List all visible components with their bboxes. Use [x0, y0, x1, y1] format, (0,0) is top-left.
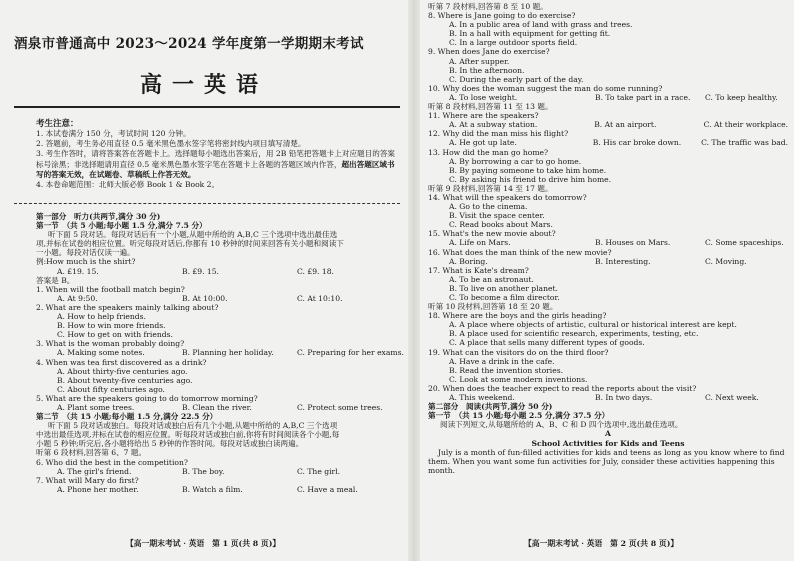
option-a: A. He got up late.	[449, 138, 517, 148]
page-gutter	[408, 0, 420, 561]
text-line: 小题 5 秒钟;听完后,各小题将给出 5 秒钟的作答时间。每段对话或独白读两遍。	[36, 439, 304, 449]
option-c: C. At 10:10.	[297, 293, 343, 303]
answer-options	[36, 403, 404, 412]
notes-title: 考生注意：	[36, 119, 79, 129]
section-heading: 第二部分 阅读(共两节,满分 50 分)	[428, 402, 553, 412]
answer-option: B. By paying someone to take him home.	[449, 165, 607, 175]
subject-title: 高一英语	[139, 72, 268, 98]
note-item	[36, 149, 401, 180]
text-line: 5. What are the speakers going to do tomorrow morning?	[36, 393, 258, 403]
text-line: 一小题。每段对话仅读一遍。	[36, 248, 135, 258]
note-emphasis: 超出答题区域书写的答案无效，在试题卷、草稿纸上作答无效。	[36, 159, 395, 179]
answer-options	[428, 393, 788, 402]
option-b: B. To take part in a race.	[595, 92, 691, 102]
text-line: A	[605, 429, 611, 439]
answer-options	[428, 238, 788, 247]
answer-option: B. In a hall with equipment for getting fit.	[449, 29, 611, 39]
text-line: 16. What does the man think of the new movie?	[428, 247, 612, 257]
option-c: C. Some spaceships.	[705, 238, 784, 248]
text-line: 3. What is the woman probably doing?	[36, 339, 185, 349]
text-line: 听第 9 段材料,回答第 14 至 17 题。	[428, 183, 553, 193]
text-line: 阅读下列短文,从每题所给的 A、B、C 和 D 四个选项中,选出最佳选项。	[440, 420, 683, 430]
text-line: 15. What's the new movie about?	[428, 229, 556, 239]
option-c: C. £9. 18.	[297, 266, 334, 276]
note-item: 1. 本试卷满分 150 分，考试时间 120 分钟。	[36, 129, 191, 138]
section-heading: 第一部分 听力(共两节,满分 30 分)	[36, 212, 161, 221]
page-footer-right: 【高一期末考试 · 英语 第 2 页(共 8 页)】	[524, 539, 679, 548]
text-line: 4. When was tea first discovered as a drink?	[36, 357, 207, 367]
answer-option: A. Have a drink in the cafe.	[449, 356, 555, 366]
answer-option: B. Read the invention stories.	[449, 365, 564, 375]
answer-option: C. In a large outdoor sports field.	[449, 38, 578, 48]
text-line: 7. What will Mary do first?	[36, 475, 139, 485]
text-line: July is a month of fun-filled activities for kids and teens as long as you know where to find them. When you want some fun activities for July, consider these activities happening this month.	[428, 447, 785, 476]
option-a: A. This weekend.	[449, 393, 515, 403]
answer-option: C. To become a film director.	[449, 293, 560, 302]
text-line: School Activities for Kids and Teens	[531, 438, 685, 448]
answer-option: A. After supper.	[449, 56, 510, 66]
option-c: C. Protect some trees.	[297, 402, 383, 412]
text-line: 听下面 5 段对话或独白。每段对话或独白后有几个小题,从题中所给的 A,B,C 三个选项	[48, 421, 338, 431]
answer-option: B. About twenty-five centuries ago.	[57, 375, 193, 385]
option-a: A. To lose weight.	[449, 92, 518, 102]
option-a: A. At 9:50.	[57, 293, 98, 303]
option-b: B. Planning her holiday.	[182, 348, 274, 358]
option-b: B. The boy.	[182, 466, 225, 476]
listening-section	[36, 212, 404, 494]
option-a: A. The girl's friend.	[57, 466, 132, 476]
option-c: C. The traffic was bad.	[701, 138, 788, 148]
text-line: 答案是 B。	[36, 275, 75, 285]
option-b: B. At 10:00.	[182, 293, 228, 303]
text-line: 听下面 5 段对话。每段对话后有一个小题,从题中所给的 A,B,C 三个选项中选出最佳选	[48, 230, 338, 240]
divider-bottom	[14, 203, 400, 204]
answer-options	[428, 93, 788, 102]
note-text: 3. 考生作答时，请将答案答在答题卡上。选择题每小题选出答案后，用 2B 铅笔把答题卡上对应题目的答案标号涂黑；非选择题请用直径 0.5 毫米黑色墨水签字笔在答题卡上各题的答题区域内作答，	[36, 149, 396, 169]
answer-option: A. By borrowing a car to go home.	[449, 156, 582, 166]
text-line: 项,并标在试卷的相应位置。听完每段对话后,你都有 10 秒钟的时间来回答有关小题和阅读下	[36, 239, 344, 249]
option-b: B. Interesting.	[595, 256, 651, 266]
text-line: 14. What will the speakers do tomorrow?	[428, 192, 587, 202]
answer-options	[428, 120, 788, 129]
option-c: C. The girl.	[297, 466, 340, 476]
text-line: 6. Who did the best in the competition?	[36, 457, 188, 467]
page-right	[420, 0, 794, 561]
answer-option: A. To be an astronaut.	[449, 274, 534, 284]
answer-options	[36, 485, 404, 494]
answer-options	[36, 267, 404, 276]
text-line: 18. Where are the boys and the girls heading?	[428, 311, 607, 321]
option-b: B. £9. 15.	[182, 266, 219, 276]
section-heading: 第二节 （共 15 小题;每小题 1.5 分,满分 22.5 分）	[36, 412, 218, 422]
answer-option: A. About thirty-five centuries ago.	[57, 366, 188, 376]
note-item: 2. 答题前，考生务必用直径 0.5 毫米黑色墨水签字笔将密封线内项目填写清楚。	[36, 139, 306, 149]
text-line: 19. What can the visitors do on the third floor?	[428, 347, 609, 357]
option-b: B. Houses on Mars.	[595, 238, 671, 248]
divider-top	[14, 106, 400, 108]
option-a: A. Phone her mother.	[57, 484, 139, 494]
exam-title: 酒泉市普通高中 2023～2024 学年度第一学期期末考试	[14, 36, 364, 52]
option-b: B. At an airport.	[594, 120, 657, 130]
option-c: C. Have a meal.	[297, 484, 358, 494]
option-b: B. His car broke down.	[592, 138, 682, 148]
section-heading: 第一节 （共 15 小题;每小题 2.5 分,满分 37.5 分）	[428, 411, 610, 421]
answer-option: B. A place used for scientific research, experiments, testing, etc.	[449, 329, 699, 339]
text-line: 11. Where are the speakers?	[428, 111, 539, 121]
text-line: 12. Why did the man miss his flight?	[428, 129, 569, 139]
answer-option: A. Go to the cinema.	[449, 202, 528, 212]
text-line: 13. How did the man go home?	[428, 147, 549, 157]
option-c: C. Moving.	[705, 256, 747, 266]
answer-option: A. How to help friends.	[57, 312, 146, 322]
option-a: A. Boring.	[449, 256, 488, 266]
text-line: 听第 8 段材料,回答第 11 至 13 题。	[428, 102, 553, 112]
questions-column	[428, 2, 788, 476]
text-line: 听第 7 段材料,回答第 8 至 10 题。	[428, 2, 548, 11]
option-a: A. £19. 15.	[57, 266, 99, 276]
option-c: C. To keep healthy.	[705, 92, 778, 102]
section-heading: 第一节 （共 5 小题;每小题 1.5 分,满分 7.5 分）	[36, 221, 207, 231]
answer-options	[36, 294, 404, 303]
answer-options	[36, 467, 404, 476]
note-item: 4. 本卷命题范围：北师大版必修 Book 1 & Book 2。	[36, 180, 220, 190]
option-c: C. At their workplace.	[703, 120, 788, 130]
option-b: B. Watch a film.	[182, 484, 243, 494]
text-line: 1. When will the football match begin?	[36, 284, 185, 294]
answer-option: C. By asking his friend to drive him home.	[449, 174, 612, 184]
answer-option: C. During the early part of the day.	[449, 74, 584, 84]
option-b: B. Clean the river.	[182, 402, 252, 412]
answer-option: C. A place that sells many different types of goods.	[449, 338, 645, 348]
option-a: A. At a subway station.	[449, 120, 538, 130]
answer-option: B. In the afternoon.	[449, 65, 525, 75]
option-b: B. In two days.	[595, 393, 653, 403]
text-line: 9. When does Jane do exercise?	[428, 47, 550, 57]
text-line: 2. What are the speakers mainly talking about?	[36, 302, 219, 312]
answer-options	[428, 138, 788, 147]
answer-option: B. To live on another planet.	[449, 283, 558, 293]
text-line: 听第 10 段材料,回答第 18 至 20 题。	[428, 302, 558, 312]
answer-option: A. In a public area of land with grass and trees.	[449, 20, 633, 30]
text-line: 例:How much is the shirt?	[36, 257, 136, 267]
answer-option: C. How to get on with friends.	[57, 330, 173, 340]
option-a: A. Making some notes.	[57, 348, 145, 358]
answer-option: C. About fifty centuries ago.	[57, 384, 165, 394]
page-footer-left: 【高一期末考试 · 英语 第 1 页(共 8 页)】	[126, 539, 281, 548]
option-a: A. Plant some trees.	[57, 402, 135, 412]
option-c: C. Next week.	[705, 393, 759, 403]
answer-options	[36, 348, 404, 357]
exam-notes	[36, 129, 401, 190]
text-line: 8. Where is Jane going to do exercise?	[428, 11, 576, 21]
answer-options	[428, 257, 788, 266]
option-a: A. Life on Mars.	[449, 238, 511, 248]
answer-option: C. Read books about Mars.	[449, 220, 553, 230]
text-line: 10. Why does the woman suggest the man do some running?	[428, 83, 663, 93]
text-line: 17. What is Kate's dream?	[428, 265, 529, 275]
text-line: 中选出最佳选项,并标在试卷的相应位置。听每段对话或独白前,你将有时间阅读各个小题,每	[36, 430, 340, 440]
answer-option: C. Look at some modern inventions.	[449, 374, 588, 384]
answer-option: B. Visit the space center.	[449, 211, 545, 221]
option-c: C. Preparing for her exams.	[297, 348, 404, 358]
text-line: 20. When does the teacher expect to read the reports about the visit?	[428, 383, 697, 393]
answer-option: A. A place where objects of artistic, cultural or historical interest are kept.	[449, 320, 737, 330]
answer-option: B. How to win more friends.	[57, 321, 166, 331]
text-line: 听第 6 段材料,回答第 6、7 题。	[36, 448, 147, 458]
